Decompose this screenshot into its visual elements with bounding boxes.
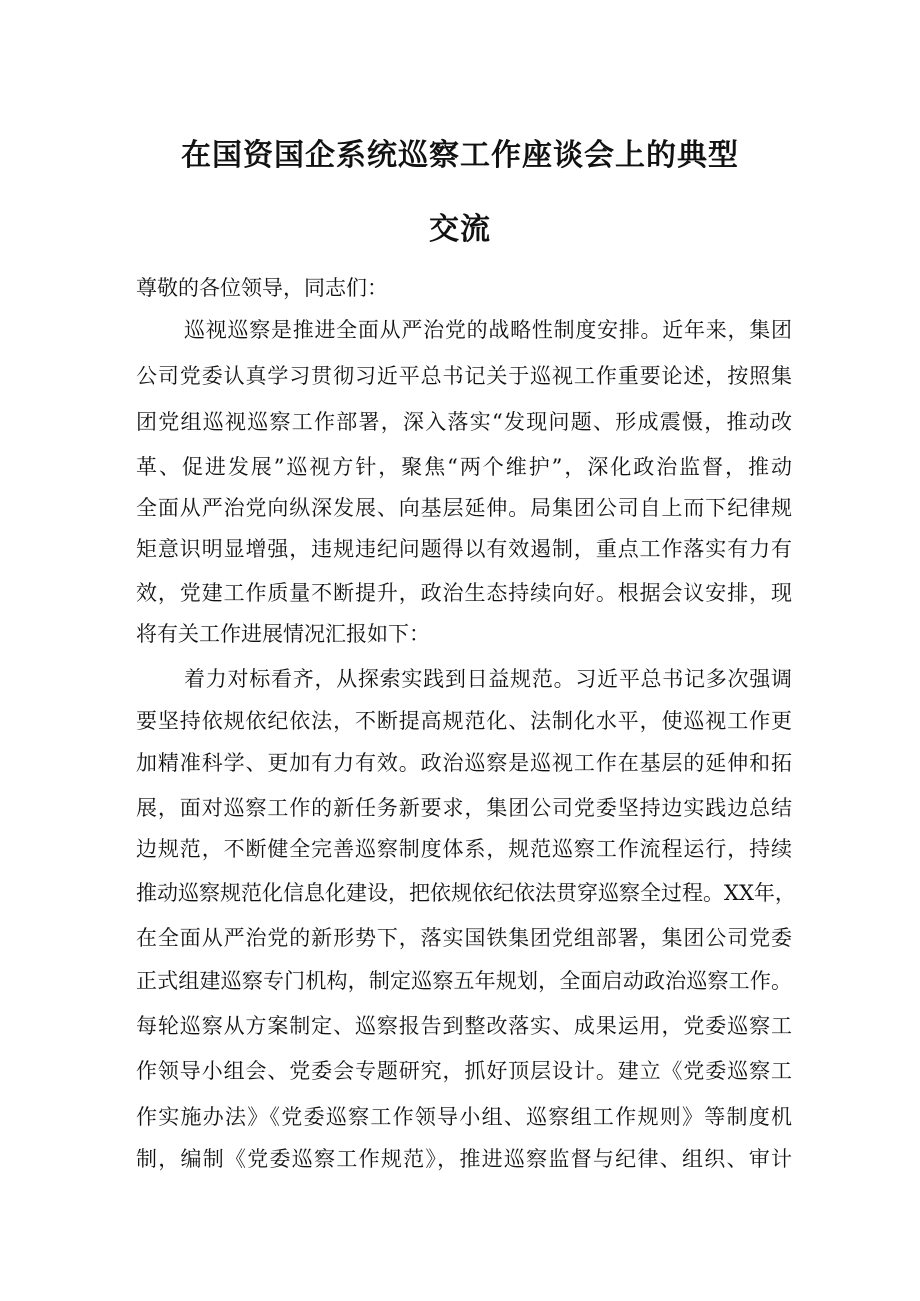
document-title-line-1: 在国资国企系统巡察工作座谈会上的典型 xyxy=(181,138,739,173)
paragraph-2-line: 作领导小组会、党委会专题研究，抓好顶层设计。建立《党委巡察工 xyxy=(136,1059,792,1083)
paragraph-2-line: 推动巡察规范化信息化建设，把依规依纪依法贯穿巡察全过程。XX年， xyxy=(136,881,796,905)
paragraph-2-line: 展，面对巡察工作的新任务新要求，集团公司党委坚持边实践边总结 xyxy=(136,796,792,820)
paragraph-1-line: 将有关工作进展情况汇报如下： xyxy=(136,622,430,646)
paragraph-1-line: 巡视巡察是推进全面从严治党的战略性制度安排。近年来，集团 xyxy=(184,318,792,342)
paragraph-2-line: 正式组建巡察专门机构，制定巡察五年规划，全面启动政治巡察工作。 xyxy=(136,969,792,993)
paragraph-1-line: 矩意识明显增强，违规违纪问题得以有效遏制，重点工作落实有力有 xyxy=(136,537,792,561)
paragraph-2-line: 在全面从严治党的新形势下，落实国铁集团党组部署，集团公司党委 xyxy=(136,926,792,950)
paragraph-1-line: 全面从严治党向纵深发展、向基层延伸。局集团公司自上而下纪律规 xyxy=(136,496,792,520)
paragraph-2-line: 着力对标看齐，从探索实践到日益规范。习近平总书记多次强调 xyxy=(184,667,792,691)
paragraph-1-line: 公司党委认真学习贯彻习近平总书记关于巡视工作重要论述，按照集 xyxy=(136,364,792,388)
paragraph-2-line: 边规范，不断健全完善巡察制度体系，规范巡察工作流程运行，持续 xyxy=(136,837,792,861)
paragraph-1-line: 团党组巡视巡察工作部署，深入落实“发现问题、形成震慑，推动改 xyxy=(136,410,792,434)
paragraph-2-line: 作实施办法》《党委巡察工作领导小组、巡察组工作规则》等制度机 xyxy=(136,1105,792,1129)
paragraph-1-line: 革、促进发展”巡视方针，聚焦“两个维护”，深化政治监督，推动 xyxy=(136,455,792,479)
paragraph-2-line: 每轮巡察从方案制定、巡察报告到整改落实、成果运用，党委巡察工 xyxy=(136,1014,792,1038)
salutation: 尊敬的各位领导，同志们： xyxy=(136,276,388,300)
paragraph-2-line: 制，编制《党委巡察工作规范》，推进巡察监督与纪律、组织、审计 xyxy=(136,1147,792,1171)
paragraph-2-line: 要坚持依规依纪依法，不断提高规范化、法制化水平，使巡视工作更 xyxy=(136,709,792,733)
document-title-line-2: 交流 xyxy=(429,212,491,247)
paragraph-1-line: 效，党建工作质量不断提升，政治生态持续向好。根据会议安排，现 xyxy=(136,581,792,605)
paragraph-2-line: 加精准科学、更加有力有效。政治巡察是巡视工作在基层的延伸和拓 xyxy=(136,751,792,775)
